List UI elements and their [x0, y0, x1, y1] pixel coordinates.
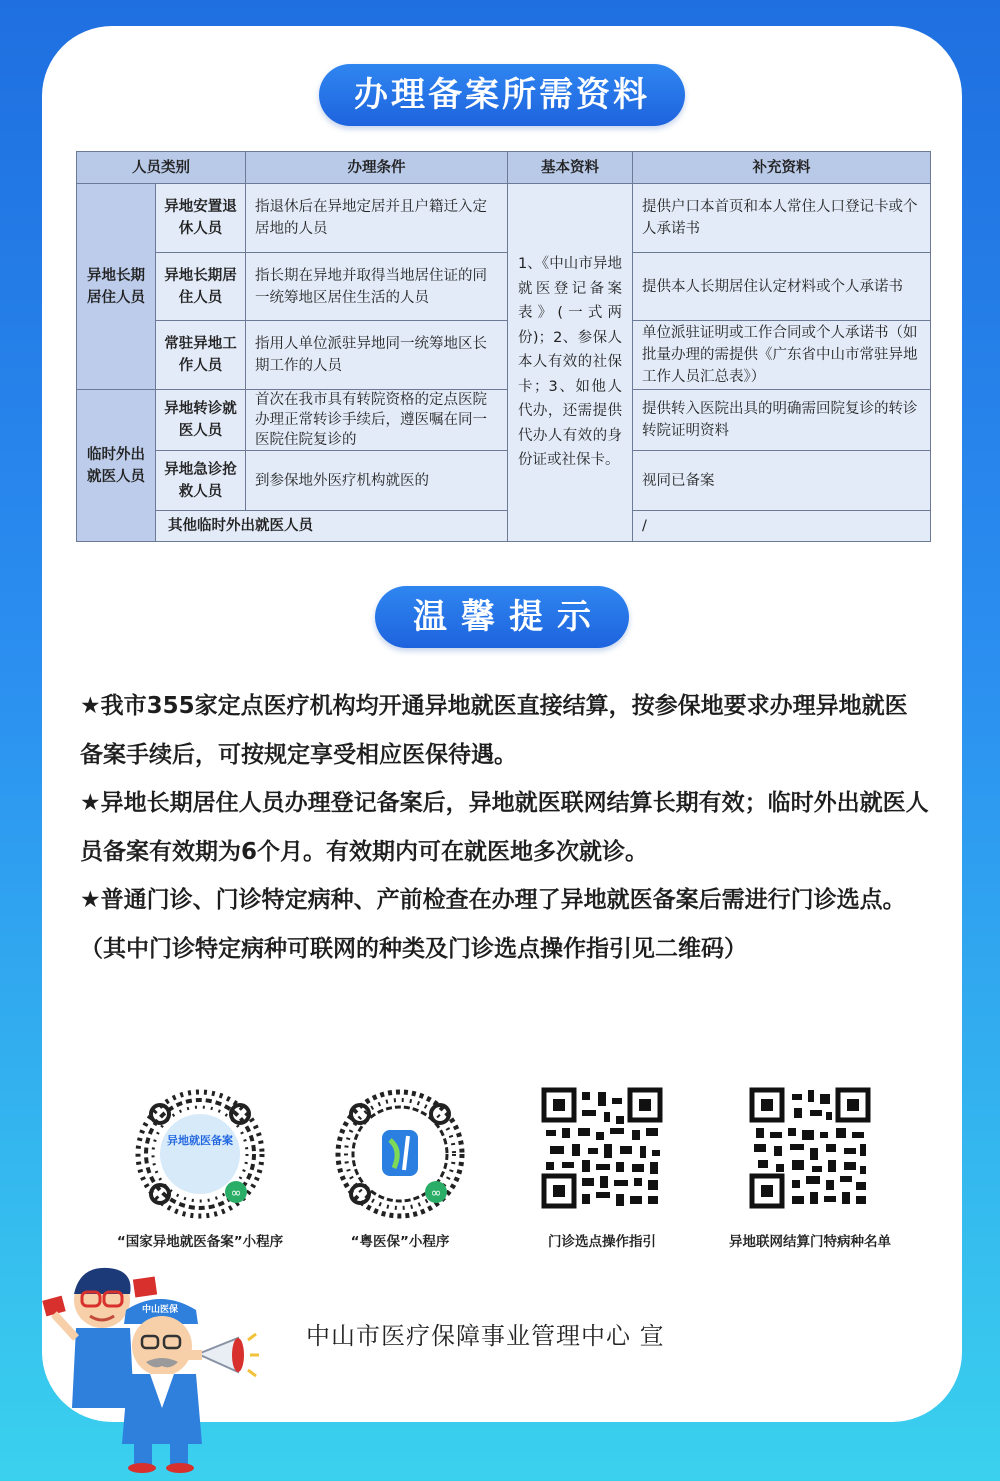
- section-title-tips: 温馨提示: [375, 586, 629, 648]
- row-sub: 常驻异地工作人员: [156, 321, 246, 390]
- table-row: [77, 511, 931, 542]
- row-condition: 到参保地外医疗机构就医的: [246, 451, 508, 511]
- footer-issuer: 中山市医疗保障事业管理中心 宣: [306, 1322, 665, 1350]
- row-condition: 指长期在异地并取得当地居住证的同一统筹地区居住生活的人员: [246, 253, 508, 321]
- header-condition: 办理条件: [246, 152, 508, 184]
- table-row: [77, 451, 931, 511]
- qr-outpatient-guide[interactable]: [492, 1084, 712, 1250]
- qr-caption: 门诊选点操作指引: [548, 1234, 656, 1250]
- row-sub: 异地转诊就医人员: [156, 390, 246, 451]
- table-row: [77, 253, 931, 321]
- table-header-row: [77, 152, 931, 184]
- section-title-materials: 办理备案所需资料: [319, 64, 685, 126]
- table-row: [77, 390, 931, 451]
- mascot-cap-text: 中山医保: [141, 1305, 179, 1315]
- qr-center-text: 异地就医备案: [167, 1134, 233, 1147]
- svg-text:∞: ∞: [430, 1186, 442, 1201]
- tips-block: [80, 682, 930, 973]
- row-other: 其他临时外出就医人员: [156, 511, 508, 542]
- qr-yue-medical-mini-program[interactable]: [290, 1084, 510, 1250]
- tip-item: ★普通门诊、门诊特定病种、产前检查在办理了异地就医备案后需进行门诊选点。（其中门诊特定病种可联网的种类及门诊选点操作指引见二维码）: [80, 887, 906, 962]
- content-card: [42, 26, 962, 1422]
- row-extra: 单位派驻证明或工作合同或个人承诺书（如批量办理的需提供《广东省中山市常驻异地工作人员汇总表》）: [633, 321, 931, 390]
- svg-text:∞: ∞: [230, 1186, 242, 1201]
- qr-national-mini-program[interactable]: [90, 1084, 310, 1250]
- tip-item: ★异地长期居住人员办理登记备案后，异地就医联网结算长期有效；临时外出就医人员备案有效期为6个月。有效期内可在就医地多次就诊。: [80, 790, 929, 865]
- header-category: 人员类别: [77, 152, 246, 184]
- qr-caption: 异地联网结算门特病种名单: [729, 1234, 891, 1250]
- qr-caption: “粤医保”小程序: [350, 1234, 450, 1250]
- qr-row: [42, 1084, 962, 1254]
- row-condition: 首次在我市具有转院资格的定点医院办理正常转诊手续后，遵医嘱在同一医院住院复诊的: [246, 390, 508, 451]
- table-row: [77, 321, 931, 390]
- row-extra: 提供转入医院出具的明确需回院复诊的转诊转院证明资料: [633, 390, 931, 451]
- mascot-illustration: [30, 1258, 260, 1474]
- group-long-term: 异地长期居住人员: [77, 184, 156, 390]
- qr-special-disease-list[interactable]: [700, 1084, 920, 1250]
- header-basic: 基本资料: [508, 152, 633, 184]
- mini-program-code-icon: [90, 1084, 310, 1224]
- basic-materials: 1、《中山市异地就医登记备案表》(一式两份)；2、参保人本人有效的社保卡；3、如他人代办，还需提供代办人有效的身份证或社保卡。: [508, 184, 633, 542]
- row-extra: 提供户口本首页和本人常住人口登记卡或个人承诺书: [633, 184, 931, 253]
- row-condition: 指退休后在异地定居并且户籍迁入定居地的人员: [246, 184, 508, 253]
- row-condition: 指用人单位派驻异地同一统筹地区长期工作的人员: [246, 321, 508, 390]
- requirements-table: [76, 151, 931, 542]
- row-sub: 异地急诊抢救人员: [156, 451, 246, 511]
- mini-program-code-icon: [290, 1084, 510, 1224]
- row-extra: /: [633, 511, 931, 542]
- table-row: [77, 184, 931, 253]
- qr-code-icon: [700, 1084, 920, 1224]
- row-sub: 异地长期居住人员: [156, 253, 246, 321]
- qr-code-icon: [492, 1084, 712, 1224]
- row-extra: 视同已备案: [633, 451, 931, 511]
- row-sub: 异地安置退休人员: [156, 184, 246, 253]
- row-extra: 提供本人长期居住认定材料或个人承诺书: [633, 253, 931, 321]
- qr-caption: “国家异地就医备案”小程序: [116, 1234, 284, 1250]
- tip-item: ★我市355家定点医疗机构均开通异地就医直接结算，按参保地要求办理异地就医备案手续后，可按规定享受相应医保待遇。: [80, 693, 908, 768]
- header-extra: 补充资料: [633, 152, 931, 184]
- group-temporary: 临时外出就医人员: [77, 390, 156, 542]
